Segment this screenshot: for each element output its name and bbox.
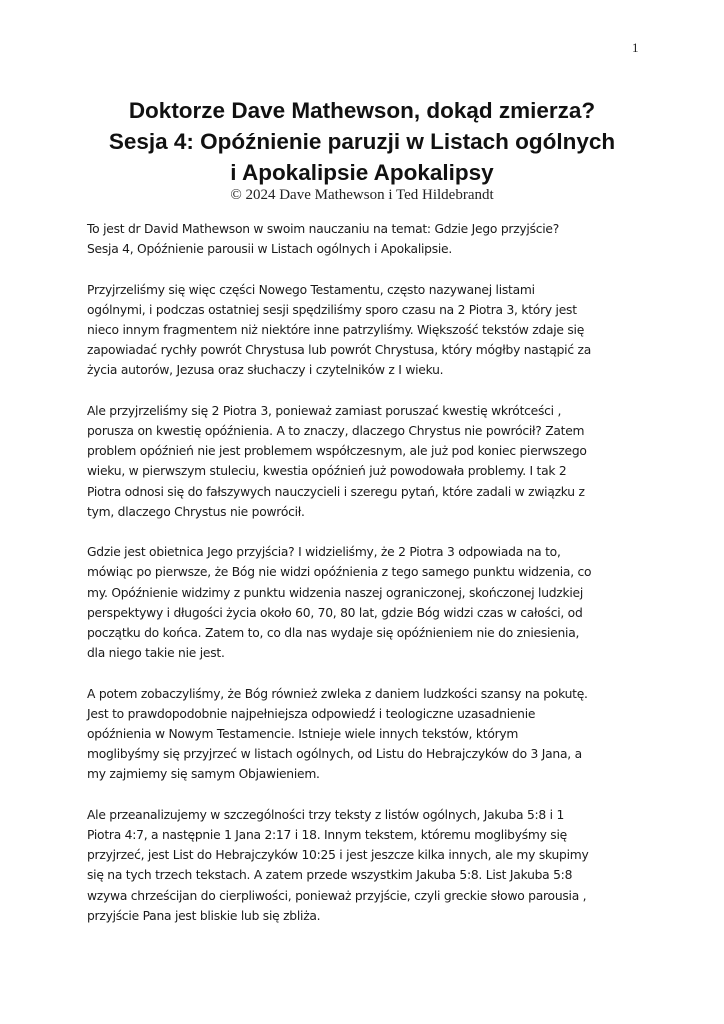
text-line: A potem zobaczyliśmy, że Bóg również zwleka z daniem ludzkości szansy na pokutę. (87, 686, 588, 701)
document-title-line-2: Sesja 4: Opóźnienie paruzji w Listach ogólnych (108, 129, 616, 154)
paragraph-three-texts (87, 805, 667, 926)
text-line: Gdzie jest obietnica Jego przyjścia? I widzieliśmy, że 2 Piotra 3 odpowiada na to, (87, 545, 561, 560)
text-line: przyjrzeć, jest List do Hebrajczyków 10:25 i jest jeszcze kilka innych, ale my skupimy (87, 848, 589, 863)
text-line: nieco innym fragmentem niż niektóre inne patrzyliśmy. Większość tekstów zdaje się (87, 323, 585, 337)
text-line: się na tych trzech tekstach. A zatem przede wszystkim Jakuba 5:8. List Jakuba 5:8 (87, 868, 573, 883)
text-line: ogólnymi, i podczas ostatniej sesji spędziliśmy sporo czasu na 2 Piotra 3, który jest (87, 302, 577, 317)
text-line: my. Opóźnienie widzimy z punktu widzenia naszej ograniczonej, skończonej ludzkiej (87, 585, 584, 600)
text-line: przyjście Pana jest bliskie lub się zbliża. (87, 908, 321, 923)
text-line: Ale przyjrzeliśmy się 2 Piotra 3, ponieważ zamiast poruszać kwestię wkrótceści , (87, 403, 562, 418)
text-line: Ale przeanalizujemy w szczególności trzy teksty z listów ogólnych, Jakuba 5:8 i 1 (87, 807, 565, 822)
paragraph-intro (87, 219, 667, 259)
page-number: 1 (632, 40, 639, 55)
text-line: Jest to prawdopodobnie najpełniejsza odpowiedź i teologiczne uzasadnienie (87, 706, 536, 721)
paragraph-promise (87, 542, 667, 663)
text-line: zapowiadać rychły powrót Chrystusa lub powrót Chrystusa, który mógłby nastąpić za (87, 343, 591, 358)
text-line: moglibyśmy się przyjrzeć w listach ogólnych, od Listu do Hebrajczyków do 3 Jana, a (87, 747, 582, 762)
text-line: dla niego takie nie jest. (87, 646, 225, 661)
text-line: Przyjrzeliśmy się więc części Nowego Testamentu, często nazywanej listami (87, 282, 535, 297)
text-line: Piotra odnosi się do fałszywych nauczycieli i szeregu pytań, które zadali w związku z (87, 484, 585, 499)
text-line: my zajmiemy się samym Objawieniem. (87, 767, 320, 782)
title-block (0, 95, 724, 204)
paragraph-general-letters (87, 280, 667, 381)
text-line: życia autorów, Jezusa oraz słuchaczy i czytelników z I wieku. (87, 363, 444, 378)
document-title-line-1: Doktorze Dave Mathewson, dokąd zmierza? (128, 98, 596, 123)
paragraph-2-peter-delay (87, 401, 667, 522)
text-line: tym, dlaczego Chrystus nie powrócił. (87, 504, 305, 519)
text-line: problem opóźnień nie jest problemem współczesnym, ale już pod koniec pierwszego (87, 444, 587, 459)
text-line: To jest dr David Mathewson w swoim nauczaniu na temat: Gdzie Jego przyjście? (87, 222, 560, 236)
text-line: mówiąc po pierwsze, że Bóg nie widzi opóźnienia z tego samego punktu widzenia, co (87, 565, 592, 580)
text-line: porusza on kwestię opóźnienia. A to znaczy, dlaczego Chrystus nie powrócił? Zatem (87, 424, 585, 438)
text-line: opóźnienia w Nowym Testamencie. Istnieje wiele innych tekstów, którym (87, 727, 519, 742)
paragraph-repentance (87, 684, 667, 785)
copyright-notice: © 2024 Dave Mathewson i Ted Hildebrandt (230, 187, 494, 203)
document-body (87, 219, 667, 946)
text-line: początku do końca. Zatem to, co dla nas wydaje się opóźnieniem nie do zniesienia, (87, 626, 580, 641)
text-line: perspektywy i długości życia około 60, 70, 80 lat, gdzie Bóg widzi czas w całości, od (87, 605, 583, 620)
text-line: Sesja 4, Opóźnienie parousii w Listach ogólnych i Apokalipsie. (87, 242, 453, 257)
text-line: wieku, w pierwszym stuleciu, kwestia opóźnień już powodowała problemy. I tak 2 (87, 464, 567, 479)
text-line: Piotra 4:7, a następnie 1 Jana 2:17 i 18. Innym tekstem, któremu moglibyśmy się (87, 828, 567, 843)
document-title-line-3: i Apokalipsie Apokalipsy (230, 160, 494, 185)
text-line: wzywa chrześcijan do cierpliwości, ponieważ przyjście, czyli greckie słowo parousia , (87, 888, 587, 903)
